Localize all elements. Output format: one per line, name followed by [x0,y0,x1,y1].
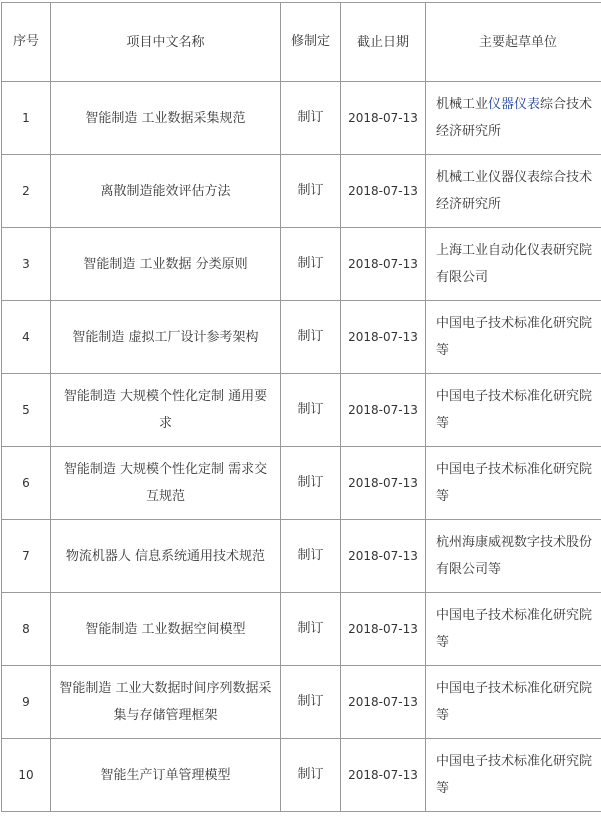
revision-type: 制订 [281,228,341,301]
drafting-org [426,155,601,228]
org-text: 中国电子技术标准化研究院等 [436,754,592,796]
revision-type: 制订 [281,82,341,155]
deadline-date: 2018-07-13 [341,447,426,520]
table-header-row [2,3,601,82]
table-row [2,593,601,666]
drafting-org [426,739,601,812]
drafting-org [426,520,601,593]
revision-type: 制订 [281,593,341,666]
project-name: 智能制造 大规模个性化定制 需求交互规范 [51,447,281,520]
deadline-date: 2018-07-13 [341,520,426,593]
row-number: 8 [2,593,51,666]
deadline-date: 2018-07-13 [341,301,426,374]
deadline-date: 2018-07-13 [341,739,426,812]
org-text: 机械工业仪器仪表综合技术经济研究所 [436,170,592,212]
project-name: 智能制造 工业数据 分类原则 [51,228,281,301]
revision-type: 制订 [281,374,341,447]
org-link[interactable]: 仪器仪表 [488,97,540,112]
project-name: 智能制造 工业大数据时间序列数据采集与存储管理框架 [51,666,281,739]
row-number: 4 [2,301,51,374]
project-name: 智能制造 工业数据空间模型 [51,593,281,666]
revision-type: 制订 [281,447,341,520]
org-text: 机械工业 [436,97,488,112]
drafting-org [426,666,601,739]
deadline-date: 2018-07-13 [341,155,426,228]
project-name: 智能制造 大规模个性化定制 通用要求 [51,374,281,447]
drafting-org [426,82,601,155]
project-name: 物流机器人 信息系统通用技术规范 [51,520,281,593]
org-text: 中国电子技术标准化研究院等 [436,389,592,431]
table-row [2,301,601,374]
table-row [2,155,601,228]
project-name: 离散制造能效评估方法 [51,155,281,228]
row-number: 3 [2,228,51,301]
drafting-org [426,301,601,374]
row-number: 7 [2,520,51,593]
deadline-date: 2018-07-13 [341,666,426,739]
org-text: 上海工业自动化仪表研究院有限公司 [436,243,592,285]
table-row [2,666,601,739]
row-number: 5 [2,374,51,447]
header-org: 主要起草单位 [426,3,601,82]
row-number: 2 [2,155,51,228]
table-row [2,82,601,155]
org-text: 中国电子技术标准化研究院等 [436,681,592,723]
table-row [2,374,601,447]
row-number: 6 [2,447,51,520]
drafting-org [426,593,601,666]
revision-type: 制订 [281,666,341,739]
revision-type: 制订 [281,739,341,812]
project-name: 智能生产订单管理模型 [51,739,281,812]
org-text: 杭州海康威视数字技术股份有限公司等 [436,535,592,577]
org-text: 中国电子技术标准化研究院 等 [436,316,592,358]
drafting-org [426,374,601,447]
row-number: 9 [2,666,51,739]
standards-table [1,2,601,812]
revision-type: 制订 [281,520,341,593]
header-date: 截止日期 [341,3,426,82]
deadline-date: 2018-07-13 [341,228,426,301]
drafting-org [426,447,601,520]
table-row [2,447,601,520]
org-text-cont: 综合技术经济研究所 [436,97,592,139]
drafting-org [426,228,601,301]
row-number: 10 [2,739,51,812]
header-name: 项目中文名称 [51,3,281,82]
row-number: 1 [2,82,51,155]
table-body [2,3,601,812]
revision-type: 制订 [281,301,341,374]
table-row [2,520,601,593]
project-name: 智能制造 虚拟工厂设计参考架构 [51,301,281,374]
revision-type: 制订 [281,155,341,228]
org-text: 中国电子技术标准化研究院等 [436,608,592,650]
header-num: 序号 [2,3,51,82]
org-text: 中国电子技术标准化研究院等 [436,462,592,504]
table-row [2,228,601,301]
deadline-date: 2018-07-13 [341,593,426,666]
header-type: 修制定 [281,3,341,82]
deadline-date: 2018-07-13 [341,82,426,155]
table-row [2,739,601,812]
project-name: 智能制造 工业数据采集规范 [51,82,281,155]
deadline-date: 2018-07-13 [341,374,426,447]
